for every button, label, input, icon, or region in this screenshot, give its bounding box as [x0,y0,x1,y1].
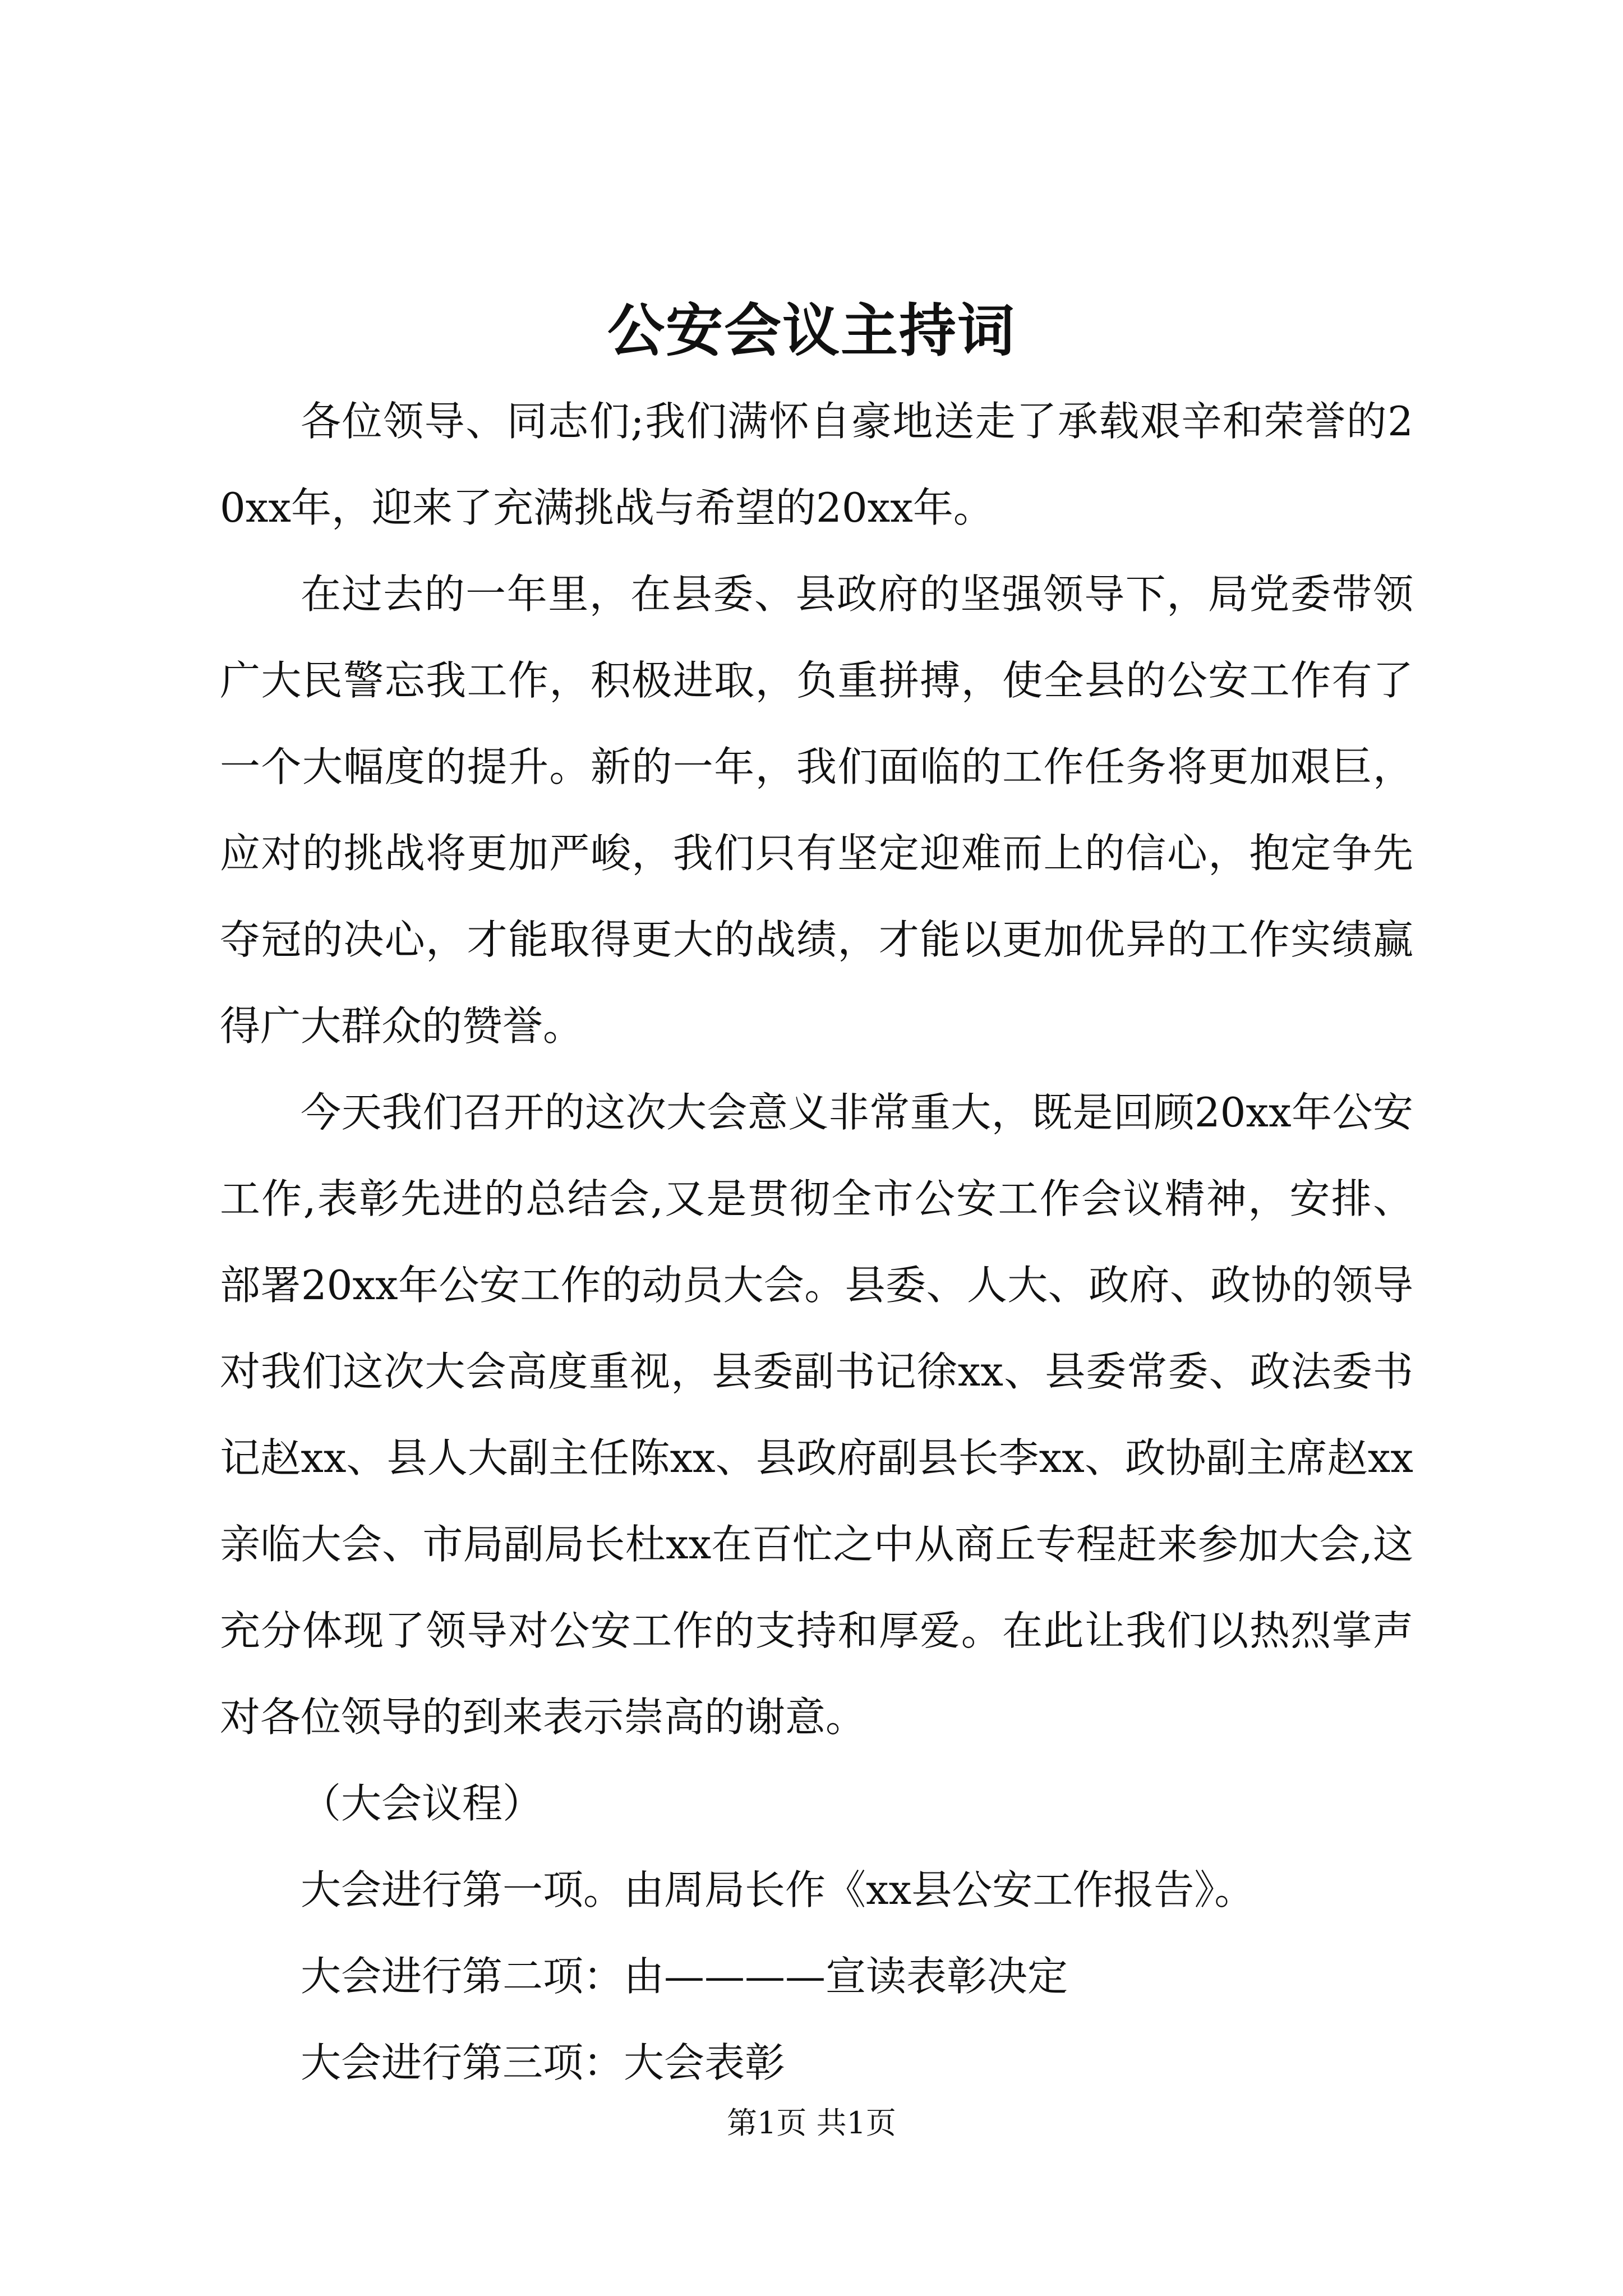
page-number-footer: 第1页 共1页 [727,2105,896,2141]
agenda-item-3: 大会进行第三项：大会表彰 [301,2039,786,2086]
paragraph-greeting: 各位领导、同志们;我们满怀自豪地送走了承载艰辛和荣誉的20xx年，迎来了充满挑战与希望的20xx年。 [220,398,1413,531]
document-body [220,378,1413,2106]
agenda-item-2: 大会进行第二项：由————宣读表彰决定 [301,1953,1068,2000]
paragraph-review: 在过去的一年里，在县委、县政府的坚强领导下，局党委带领广大民警忘我工作，积极进取，负重拼搏，使全县的公安工作有了一个大幅度的提升。新的一年，我们面临的工作任务将更加艰巨，应对的挑战将更加严峻，我们只有坚定迎难而上的信心，抱定争先夺冠的决心，才能取得更大的战绩，才能以更加优异的工作实绩赢得广大群众的赞誉。 [220,570,1413,1050]
agenda-heading: （大会议程） [301,1780,543,1827]
agenda-item-1: 大会进行第一项。由周局长作《xx县公安工作报告》。 [301,1866,1255,1913]
document-title: 公安会议主持词 [607,297,1016,365]
paragraph-meeting-significance: 今天我们召开的这次大会意义非常重大，既是回顾20xx年公安工作,表彰先进的总结会,又是贯彻全市公安工作会议精神，安排、部署20xx年公安工作的动员大会。县委、人大、政府、政协的领导对我们这次大会高度重视，县委副书记徐xx、县委常委、政法委书记赵xx、县人大副主任陈xx、县政府副县长李xx、政协副主席赵xx亲临大会、市局副局长杜xx在百忙之中从商丘专程赶来参加大会,这充分体现了领导对公安工作的支持和厚爱。在此让我们以热烈掌声对各位领导的到来表示崇高的谢意。 [220,1089,1413,1741]
